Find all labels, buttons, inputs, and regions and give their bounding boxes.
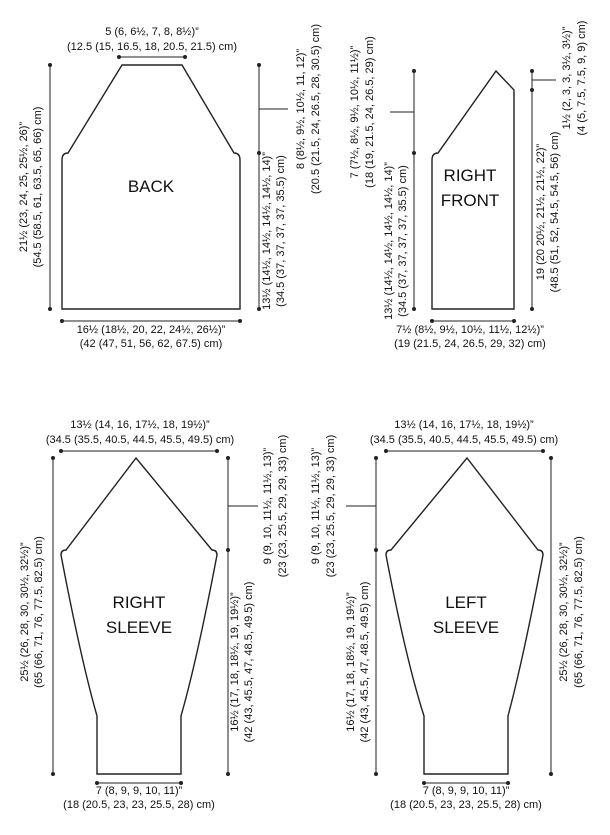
- left-sleeve-top-width-cm: (34.5 (35.5, 40.5, 44.5, 45.5, 49.5) cm): [369, 434, 559, 446]
- right-front-side-dot-bottom: [412, 307, 416, 311]
- left-sleeve-label-line1: LEFT: [445, 593, 487, 612]
- right-front-side-cm: (34.5 (37, 37, 37, 37, 35.5) cm): [397, 165, 409, 317]
- right-sleeve-top-width-dot-right: [215, 449, 219, 453]
- right-front-bottom-width-in: 7½ (8½, 9½, 10½, 11½, 12½)”: [396, 324, 544, 336]
- right-front-armhole-in: 7 (7½, 8½, 9½, 10½, 11½)”: [349, 45, 361, 179]
- back-bottom-width-dot-right: [238, 319, 242, 323]
- right-sleeve-cap-cm: (23 (23, 25.5, 29, 29, 33) cm): [277, 434, 289, 578]
- right-sleeve-top-width-cm: (34.5 (35.5, 40.5, 44.5, 45.5, 49.5) cm): [45, 434, 235, 446]
- left-sleeve-cap-dot-bottom: [374, 548, 378, 552]
- back-length-cm: (54.5 (58.5, 61, 63.5, 65, 66) cm): [32, 106, 44, 268]
- right-front-neck-dot-bottom: [530, 88, 534, 92]
- right-sleeve-cap-dot-bottom: [226, 548, 230, 552]
- left-sleeve-underarm-dot-bottom: [374, 772, 378, 776]
- right-front-armhole-cm: (18 (19, 21.5, 24, 26.5, 29) cm): [364, 36, 376, 188]
- left-sleeve-piece: [310, 419, 585, 811]
- right-sleeve-cap-in: 9 (9, 10, 11½, 11½, 13)”: [262, 447, 274, 565]
- right-front-armhole-dot-bottom: [412, 151, 416, 155]
- right-sleeve-outline: [61, 458, 217, 774]
- left-sleeve-underarm-cm: (42 (43, 45.5, 47, 48.5, 49.5) cm): [359, 581, 371, 743]
- right-sleeve-length-dot-top: [51, 456, 55, 460]
- right-front-neck-dot-top: [530, 69, 534, 73]
- right-front-label-line1: RIGHT: [443, 166, 497, 185]
- left-sleeve-length-dot-bottom: [549, 772, 553, 776]
- right-front-bottom-width-cm: (19 (21.5, 24, 26.5, 29, 32) cm): [394, 338, 546, 350]
- back-bottom-width-cm: (42 (47, 51, 56, 62, 67.5) cm): [79, 338, 223, 350]
- left-sleeve-length-cm: (65 (66, 71, 76, 77.5, 82.5) cm): [573, 536, 585, 688]
- right-front-side-in: 13½ (14½, 14½, 14½, 14½, 14)”: [383, 162, 395, 320]
- right-sleeve-cuff-in: 7 (8, 9, 9, 10, 11)”: [95, 785, 183, 797]
- left-sleeve-cap-dot-top: [374, 456, 378, 460]
- right-sleeve-length-cm: (65 (66, 71, 76, 77.5, 82.5) cm): [33, 536, 45, 688]
- right-sleeve-underarm-dot-bottom: [226, 772, 230, 776]
- back-side-in: 13½ (14½, 14½, 14½, 14½, 14)”: [261, 152, 273, 310]
- right-front-piece: [349, 21, 588, 350]
- left-sleeve-cap-cm: (23 (23, 25.5, 29, 29, 33) cm): [325, 434, 337, 578]
- right-front-edge-in: 19 (20 20½, 21½, 21½, 22)”: [535, 143, 547, 281]
- back-armhole-dot-top: [257, 63, 261, 67]
- left-sleeve-top-width-dot-left: [384, 449, 388, 453]
- right-sleeve-top-width-in: 13½ (14, 16, 17½, 18, 19½)”: [70, 419, 210, 431]
- right-front-bottom-width-dot-left: [430, 319, 434, 323]
- right-front-outline: [432, 71, 514, 309]
- left-sleeve-top-width-dot-right: [541, 449, 545, 453]
- left-sleeve-underarm-in: 16½ (17, 18, 18½, 19, 19½)”: [345, 592, 357, 732]
- right-front-bottom-width-dot-right: [512, 319, 516, 323]
- back-top-width-dot-left: [117, 55, 121, 59]
- back-armhole-cm: (20.5 (21.5, 24, 26.5, 28, 30.5) cm): [310, 24, 322, 194]
- left-sleeve-cap-in: 9 (9, 10, 11½, 11½, 13)”: [310, 447, 322, 565]
- right-front-armhole-dot-top: [412, 69, 416, 73]
- right-front-neck-in: 1½ (2, 3, 3, 3½, 3½)”: [561, 26, 573, 130]
- right-sleeve-label-line2: SLEEVE: [105, 618, 173, 637]
- back-length-dot-bottom: [48, 307, 52, 311]
- right-sleeve-cap-dot-top: [226, 456, 230, 460]
- back-length-in: 21½ (23, 24, 25, 25½, 26)”: [18, 121, 30, 253]
- right-front-edge-dot-bottom: [530, 307, 534, 311]
- right-sleeve-label-line1: RIGHT: [112, 593, 166, 612]
- right-front-neck-cm: (4 (5, 7.5, 7.5, 9, 9) cm): [576, 20, 588, 136]
- left-sleeve-cuff-cm: (18 (20.5, 23, 23, 25.5, 28) cm): [390, 799, 542, 811]
- back-bottom-width-dot-left: [60, 319, 64, 323]
- right-sleeve-cuff-cm: (18 (20.5, 23, 23, 25.5, 28) cm): [63, 799, 215, 811]
- right-sleeve-length-dot-bottom: [51, 772, 55, 776]
- left-sleeve-outline: [386, 458, 543, 774]
- back-top-width-in: 5 (6, 6½, 7, 8, 8½)”: [105, 26, 199, 38]
- back-bottom-width-in: 16½ (18½, 20, 22, 24½, 26½)”: [76, 324, 226, 336]
- back-armhole-in: 8 (8½, 9½, 10½, 11, 12)”: [295, 48, 307, 170]
- left-sleeve-length-dot-top: [549, 456, 553, 460]
- back-length-dot-top: [48, 63, 52, 67]
- back-top-width-cm: (12.5 (15, 16.5, 18, 20.5, 21.5) cm): [67, 41, 237, 53]
- right-front-edge-cm: (48.5 (51, 52, 54.5, 54.5, 56) cm): [549, 131, 561, 293]
- right-sleeve-top-width-dot-left: [59, 449, 63, 453]
- right-sleeve-piece: [19, 419, 289, 811]
- right-sleeve-length-in: 25½ (26, 28, 30, 30½, 32½)”: [19, 542, 31, 682]
- right-sleeve-underarm-cm: (42 (43, 45.5, 47, 48.5, 49.5) cm): [243, 581, 255, 743]
- left-sleeve-cuff-in: 7 (8, 9, 9, 10, 11)”: [422, 785, 510, 797]
- left-sleeve-label-line2: SLEEVE: [432, 618, 500, 637]
- back-label: BACK: [127, 177, 175, 196]
- back-piece: [18, 24, 322, 350]
- back-top-width-dot-right: [183, 55, 187, 59]
- right-sleeve-underarm-in: 16½ (17, 18, 18½, 19, 19½)”: [229, 592, 241, 732]
- back-side-cm: (34.5 (37, 37, 37, 37, 35.5) cm): [275, 155, 287, 307]
- left-sleeve-top-width-in: 13½ (14, 16, 17½, 18, 19½)”: [394, 419, 534, 431]
- left-sleeve-length-in: 25½ (26, 28, 30, 30½, 32½)”: [558, 542, 570, 682]
- right-front-label-line2: FRONT: [440, 191, 500, 210]
